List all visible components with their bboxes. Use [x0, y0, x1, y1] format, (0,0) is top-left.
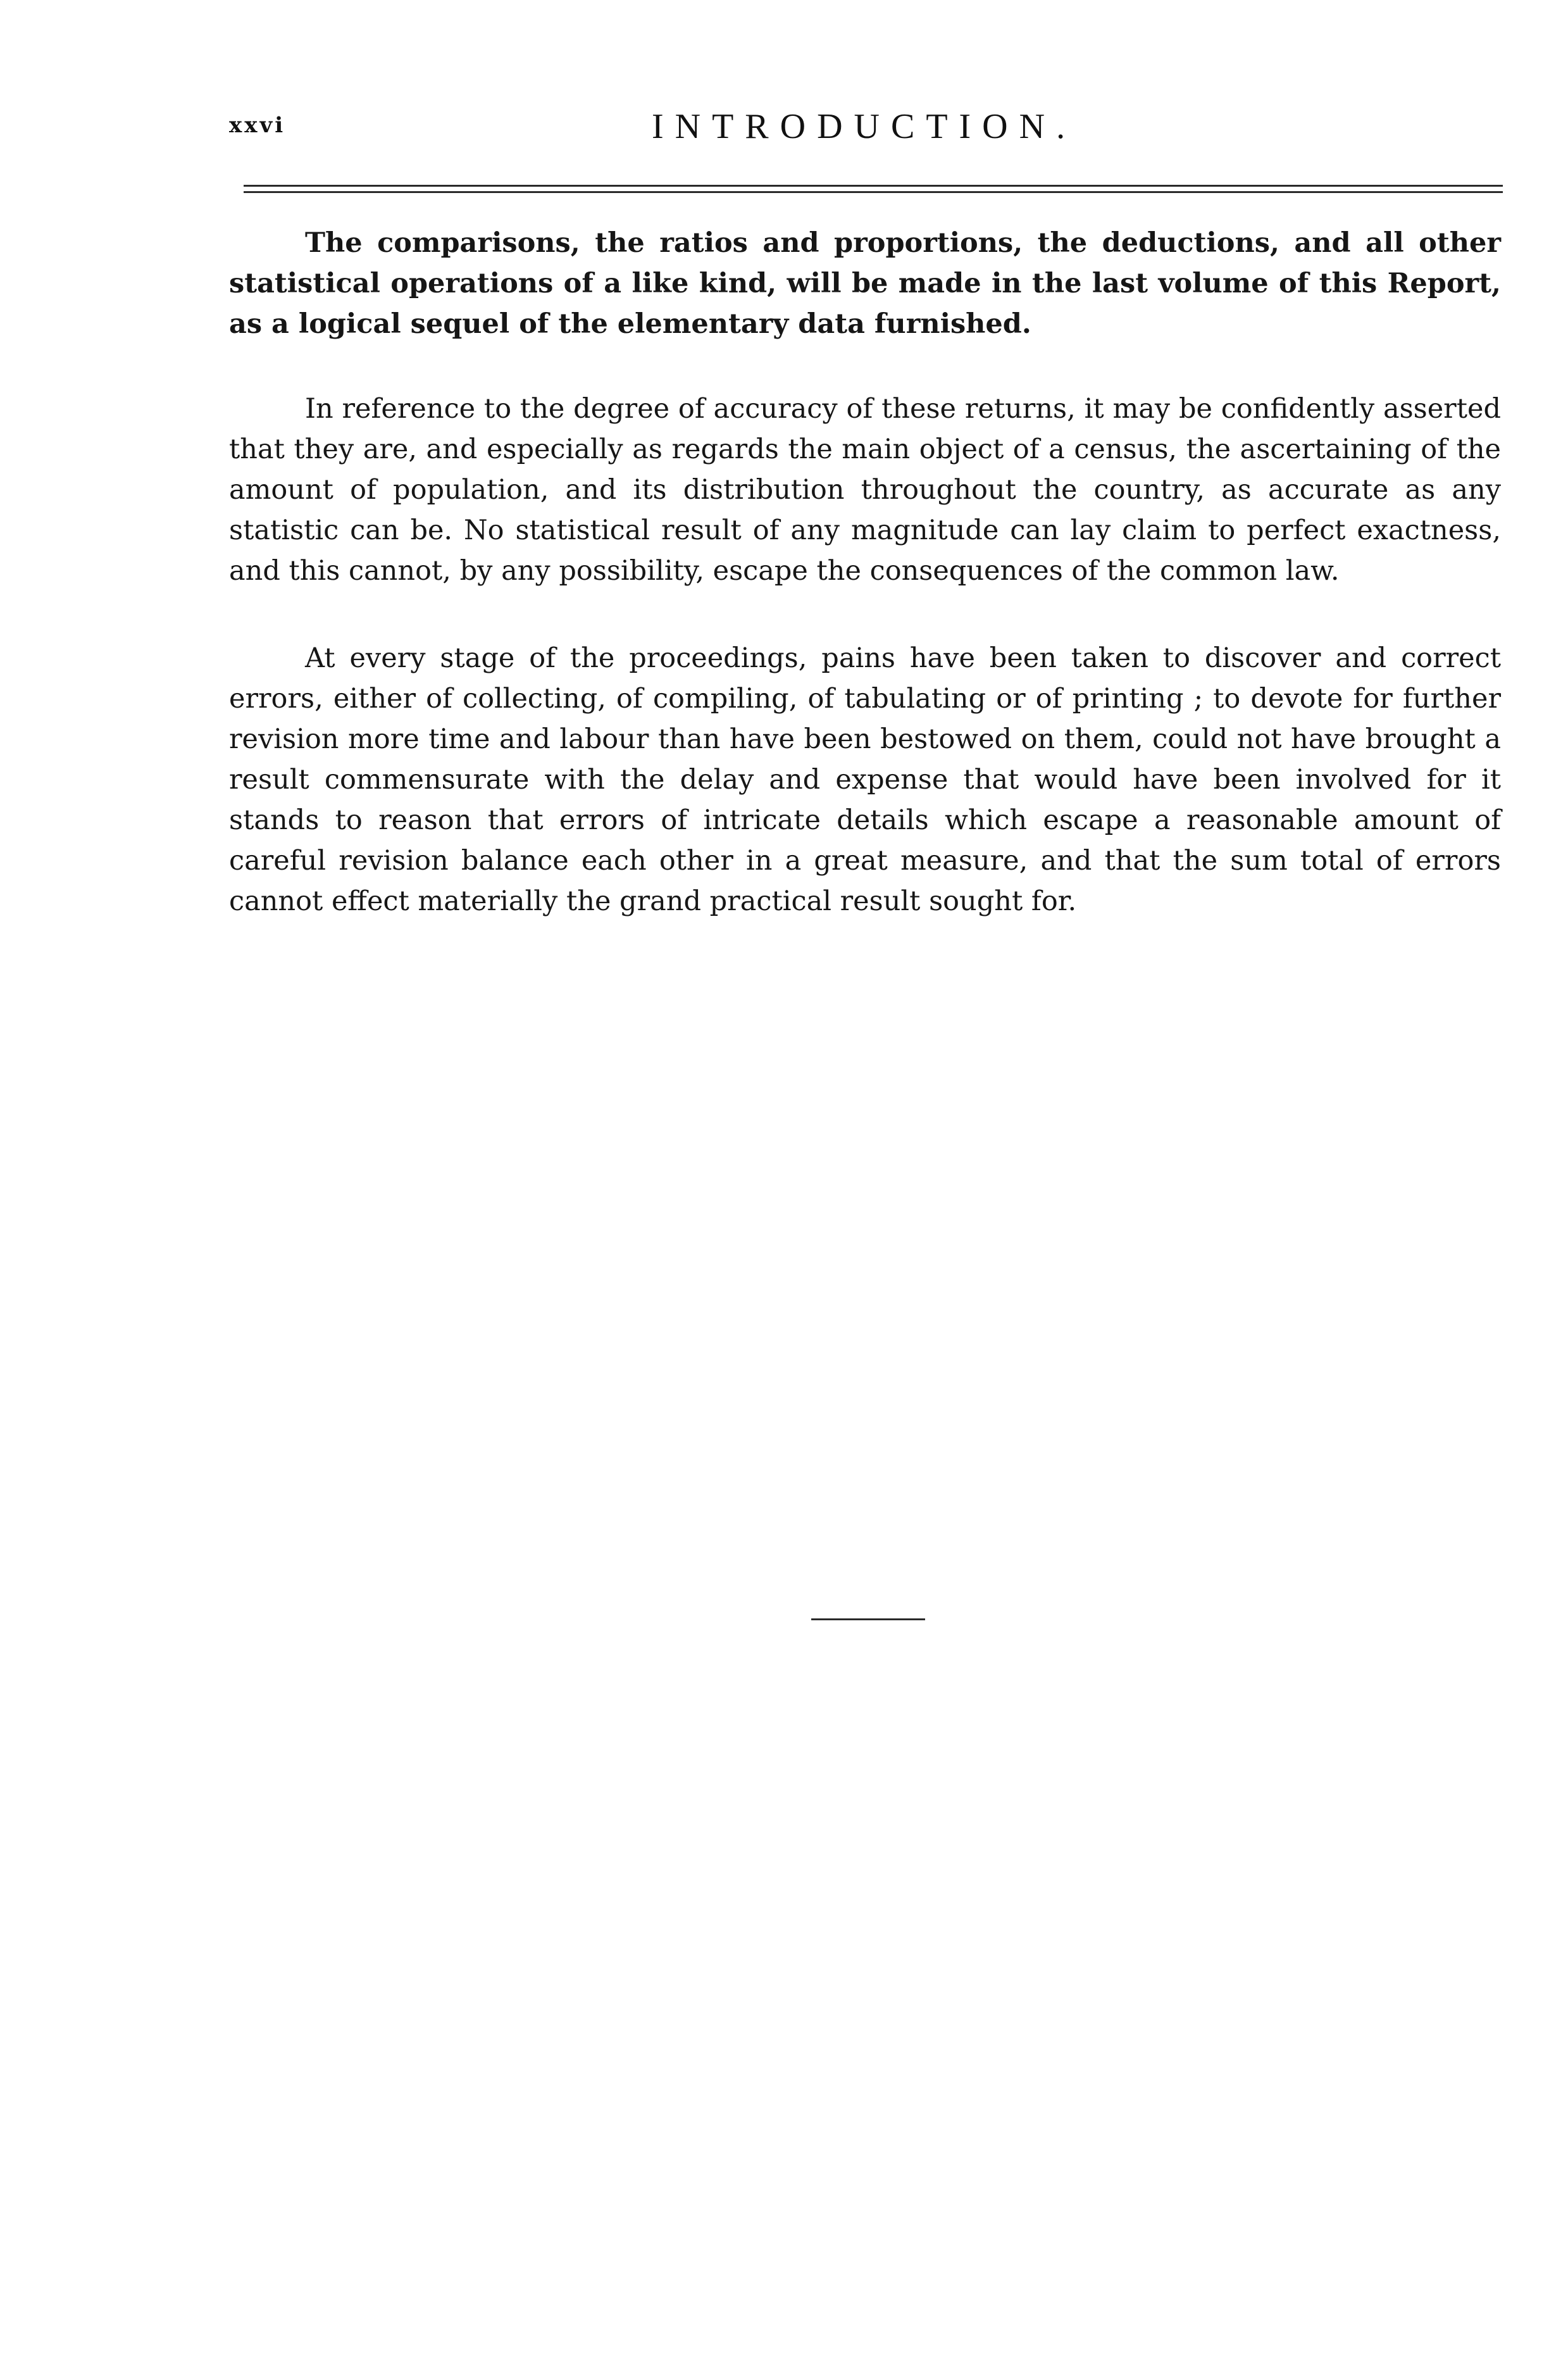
paragraph-accuracy: In reference to the degree of accuracy of these returns, it may be confidently asserted that they are, and especially as regards the main object of a census, the ascertaining of the amount of population, and its distribution throughout the country, as accurate as any statistic can be. No statistical result of any magnitude can lay claim to perfect exactness, and this cannot, by any possibility, escape the consequences of the common law. [229, 393, 1501, 587]
running-head: INTRODUCTION. [652, 107, 1077, 146]
section-end-rule [811, 1618, 925, 1620]
header-double-rule [244, 185, 1503, 193]
paragraph-errors: At every stage of the proceedings, pains have been taken to discover and correct errors, either of collecting, of compiling, of tabulating or of printing ; to devote for further revision more time and labour than have been bestowed on them, could not have brought a result commensurate with the delay and expense that would have been involved for it stands to reason that errors of intricate details which escape a reasonable amount of careful revision balance each other in a great measure, and that the sum total of errors cannot effect materially the grand practical result sought for. [229, 642, 1501, 917]
paragraph-comparisons: The comparisons, the ratios and proportions, the deductions, and all other statistical operations of a like kind, will be made in the last volume of this Report, as a logical sequel of the elementary data furnished. [229, 227, 1501, 340]
page-number: xxvi [229, 113, 286, 138]
